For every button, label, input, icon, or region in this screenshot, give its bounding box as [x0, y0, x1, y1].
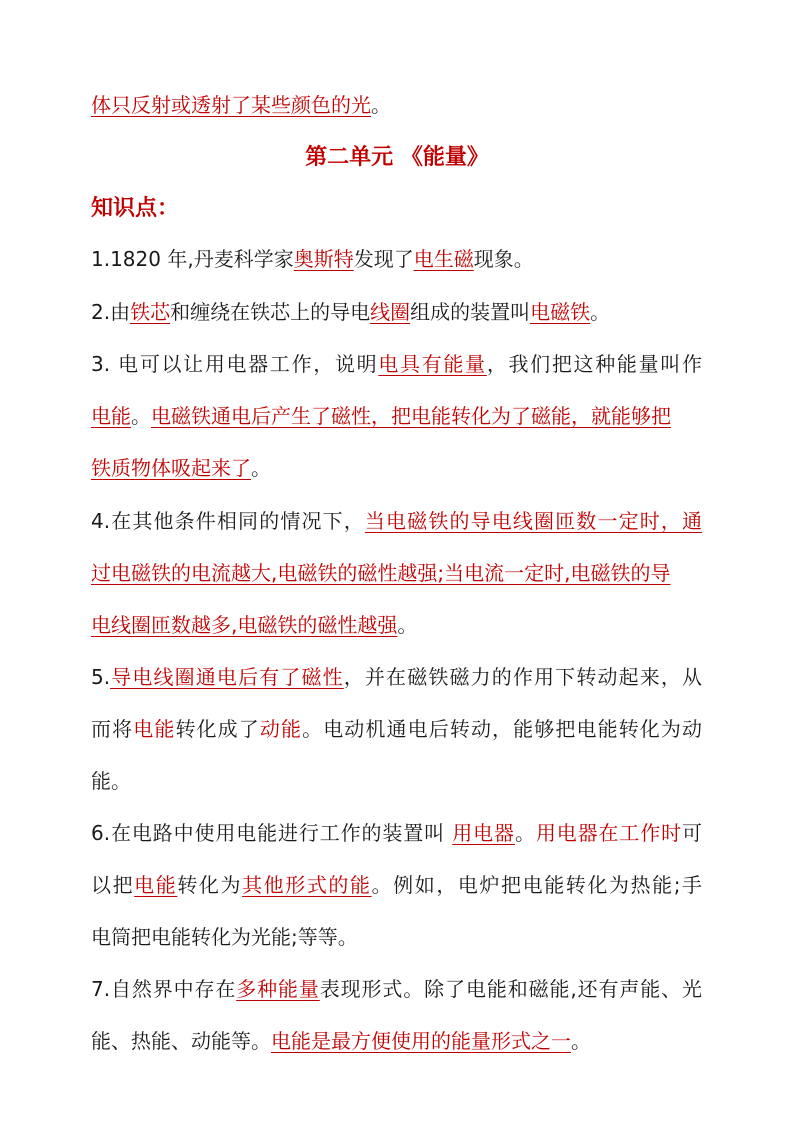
item-6-highlight-other-forms: 其他形式的能 [242, 873, 372, 897]
item-3-text-l3b: 。 [251, 456, 271, 480]
item-2-line-1 [91, 297, 711, 327]
item-4-highlight-l1b: 当电磁铁的导电线圈匝数一定时，通 [364, 509, 702, 533]
item-7-text-l2c: 。 [571, 1029, 591, 1053]
item-3-highlight-magnetism: 电磁铁通电后产生了磁性，把电能转化为了磁能，就能够把 [151, 404, 671, 428]
item-1-text-e: 现象。 [473, 247, 534, 271]
item-1-line-1 [91, 244, 711, 274]
item-7-highlight-convenient: 电能是最方便使用的能量形式之一 [271, 1029, 571, 1053]
item-4-highlight-l3a: 电线圈匝数越多,电磁铁的磁性越强 [91, 613, 398, 637]
item-2-text-c: 和缠绕在铁芯上的导电 [170, 300, 371, 324]
item-6-line-2 [91, 870, 702, 900]
item-5-text-l1c: ，并在磁铁磁力的作用下转动起来，从 [343, 665, 703, 689]
item-4-highlight-l2: 过电磁铁的电流越大,电磁铁的磁性越强;当电流一定时,电磁铁的导 [91, 561, 671, 585]
item-6-text-l2e: 。例如，电炉把电能转化为热能;手 [371, 873, 703, 897]
item-7-text-l2a: 能、热能、动能等。 [91, 1029, 271, 1053]
item-3-line-1 [91, 349, 702, 379]
item-5-highlight-electric-energy: 电能 [133, 717, 176, 741]
item-6-highlight-appliance: 用电器 [452, 821, 515, 845]
continuation-underlined: 体只反射或透射了某些颜色的光 [91, 93, 371, 117]
item-3-highlight-energy: 电具有能量 [378, 352, 487, 376]
item-2-text-e: 组成的装置叫 [410, 300, 531, 324]
item-7-text-l1c: 表现形式。除了电能和磁能,还有声能、光 [319, 977, 702, 1001]
item-1-highlight-scientist: 奥斯特 [293, 247, 354, 271]
item-5-highlight-coil-magnetism: 导电线圈通电后有了磁性 [110, 665, 344, 689]
item-1-highlight-phenomenon: 电生磁 [413, 247, 474, 271]
item-7-line-1 [91, 974, 702, 1004]
item-2-text-a: 2.由 [91, 300, 131, 324]
item-5-text-l2a: 而将 [91, 717, 134, 741]
item-3-text-l1c: ，我们把这种能量叫作 [486, 352, 702, 376]
item-1-text-a: 1.1820 年,丹麦科学家 [91, 247, 294, 271]
item-3-text-l1a: 3. 电可以让用电器工作，说明 [91, 352, 379, 376]
item-3-line-3 [91, 453, 711, 483]
item-5-line-2 [91, 714, 702, 744]
item-6-line-3 [91, 922, 711, 952]
item-7-text-l1a: 7.自然界中存在 [91, 977, 237, 1001]
item-6-text-l3: 电筒把电能转化为光能;等等。 [91, 925, 358, 949]
item-6-line-1 [91, 818, 702, 848]
item-6-text-l2a: 以把 [91, 873, 135, 897]
item-5-text-l1a: 5. [91, 665, 111, 689]
item-2-highlight-electromagnet: 电磁铁 [530, 300, 591, 324]
item-3-highlight-attract: 铁质物体吸起来了 [91, 456, 251, 480]
item-7-highlight-many-energy: 多种能量 [236, 977, 320, 1001]
item-4-line-2 [91, 558, 711, 588]
continuation-end: 。 [371, 93, 391, 117]
item-5-text-l2e: 。电动机通电后转动，能够把电能转化为动 [302, 717, 703, 741]
item-2-text-g: 。 [590, 300, 611, 324]
item-2-highlight-coil: 线圈 [370, 300, 411, 324]
item-6-text-l1a: 6.在电路中使用电能进行工作的装置叫 [91, 821, 453, 845]
item-1-text-c: 发现了 [353, 247, 414, 271]
continuation-line [91, 90, 711, 120]
item-6-text-l1e: 可 [682, 821, 703, 845]
unit-title: 第二单元 《能量》 [305, 145, 489, 170]
knowledge-heading: 知识点： [91, 196, 180, 221]
item-4-line-1 [91, 506, 702, 536]
item-6-highlight-electric-energy: 电能 [134, 873, 178, 897]
item-6-text-l2c: 转化为 [177, 873, 243, 897]
item-5-text-l3: 能。 [91, 769, 131, 793]
item-7-line-2 [91, 1026, 711, 1056]
item-6-highlight-working: 用电器在工作时 [535, 821, 683, 845]
item-2-highlight-core: 铁芯 [130, 300, 171, 324]
item-3-line-2 [91, 401, 711, 431]
item-5-line-3 [91, 766, 711, 796]
item-5-text-l2c: 转化成了 [175, 717, 260, 741]
item-3-text-l2b: 。 [131, 404, 151, 428]
item-4-line-3 [91, 610, 711, 640]
item-5-highlight-kinetic-energy: 动能 [259, 717, 303, 741]
item-4-text-l3b: 。 [397, 613, 418, 637]
item-6-text-l1c: 。 [514, 821, 536, 845]
item-3-highlight-electric-energy: 电能 [91, 404, 131, 428]
item-5-line-1 [91, 662, 702, 692]
item-4-text-l1a: 4.在其他条件相同的情况下， [91, 509, 365, 533]
